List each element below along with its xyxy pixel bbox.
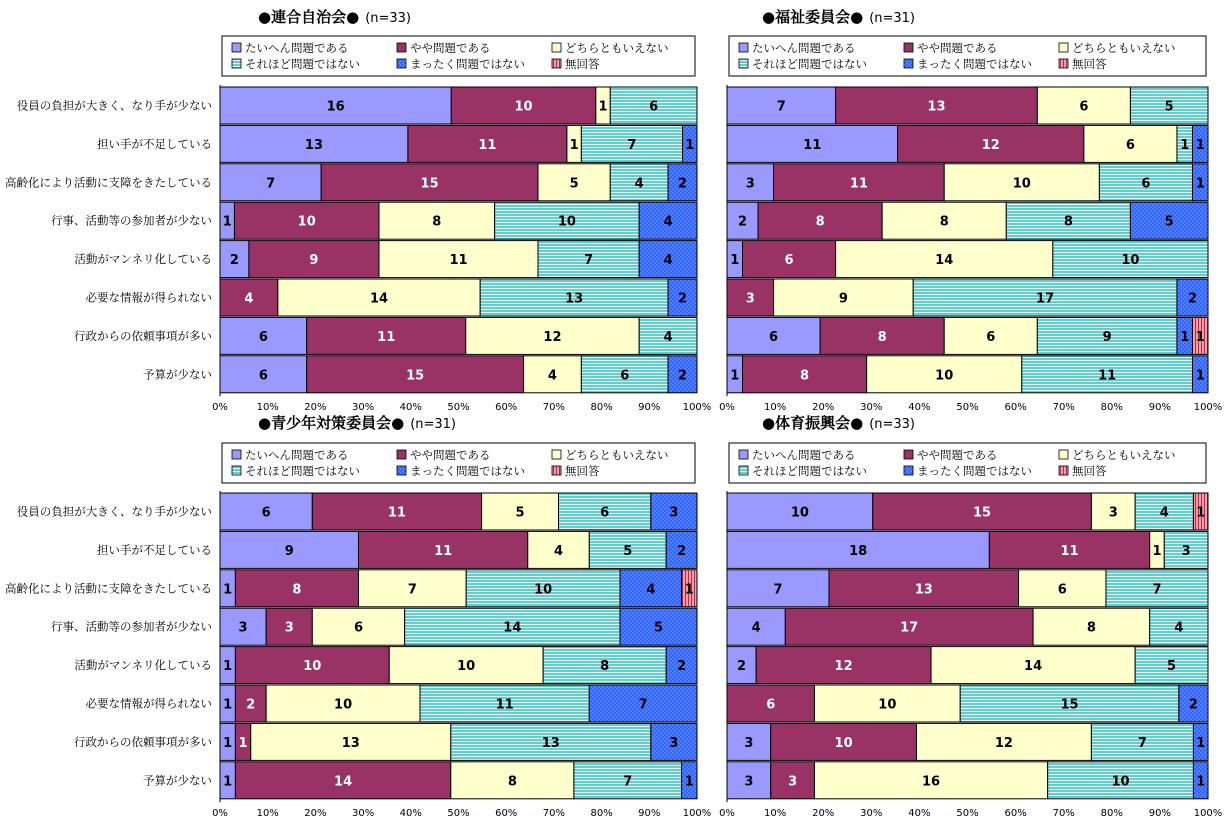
bar-value-label: 1 xyxy=(569,137,579,153)
bar-value-label: 10 xyxy=(790,505,809,521)
bar-value-label: 12 xyxy=(994,735,1013,751)
legend-label: 無回答 xyxy=(1072,464,1107,478)
legend-swatch xyxy=(397,43,406,52)
legend-label: どちらともいえない xyxy=(565,448,669,462)
x-tick-label: 30% xyxy=(860,402,883,414)
legend-swatch xyxy=(1059,43,1068,52)
bar-value-label: 9 xyxy=(309,253,319,269)
bar-value-label: 8 xyxy=(1086,620,1096,636)
legend-swatch xyxy=(739,59,748,68)
bar-value-label: 7 xyxy=(1152,582,1162,598)
bar-value-label: 10 xyxy=(457,659,476,675)
bar-value-label: 10 xyxy=(1111,774,1130,790)
bar-value-label: 3 xyxy=(238,620,248,636)
x-tick-label: 60% xyxy=(1004,808,1027,820)
bar-value-label: 9 xyxy=(284,543,294,559)
bar-value-label: 7 xyxy=(266,176,276,192)
bar-value-label: 7 xyxy=(627,137,637,153)
legend-label: それほど問題ではない xyxy=(245,464,360,478)
bar-value-label: 4 xyxy=(634,176,644,192)
bar-value-label: 14 xyxy=(935,253,954,269)
bar-value-label: 4 xyxy=(1159,505,1169,521)
chart-title: ●青少年対策委員会● xyxy=(258,414,405,432)
x-tick-label: 0% xyxy=(212,808,228,820)
x-tick-label: 50% xyxy=(956,402,979,414)
bar-value-label: 9 xyxy=(1102,329,1112,345)
bar-value-label: 8 xyxy=(600,659,610,675)
bar-value-label: 11 xyxy=(849,176,868,192)
bar-value-label: 4 xyxy=(663,253,673,269)
bar-value-label: 1 xyxy=(1152,543,1162,559)
legend-swatch xyxy=(552,59,561,68)
x-tick-label: 40% xyxy=(908,808,931,820)
x-tick-label: 100% xyxy=(682,402,712,414)
bar-value-label: 1 xyxy=(223,582,233,598)
x-tick-label: 10% xyxy=(763,402,787,414)
bar-value-label: 13 xyxy=(914,582,933,598)
x-tick-label: 50% xyxy=(956,808,979,820)
x-tick-label: 90% xyxy=(1148,808,1172,820)
bar-value-label: 10 xyxy=(1012,176,1031,192)
bar-value-label: 8 xyxy=(939,214,949,230)
x-tick-label: 40% xyxy=(908,402,931,414)
bar-value-label: 6 xyxy=(600,505,610,521)
x-tick-label: 100% xyxy=(1193,808,1223,820)
x-tick-label: 80% xyxy=(1100,402,1123,414)
legend-swatch xyxy=(397,466,406,475)
legend-label: たいへん問題である xyxy=(752,41,856,55)
bar-value-label: 15 xyxy=(406,368,425,384)
x-tick-label: 40% xyxy=(399,808,422,820)
category-label: 活動がマンネリ化している xyxy=(74,252,212,267)
bar-value-label: 13 xyxy=(304,137,324,153)
bar-value-label: 4 xyxy=(751,620,761,636)
bar-value-label: 2 xyxy=(677,659,687,675)
legend-swatch xyxy=(904,450,913,459)
legend-label: たいへん問題である xyxy=(752,448,856,462)
bar-value-label: 11 xyxy=(478,137,497,153)
chart-n-label: (n=33) xyxy=(869,417,916,432)
bar-value-label: 1 xyxy=(730,368,740,384)
bar-value-label: 7 xyxy=(623,774,633,790)
x-tick-label: 100% xyxy=(682,808,712,820)
bar-value-label: 17 xyxy=(900,620,919,636)
x-tick-label: 70% xyxy=(542,402,566,414)
category-label: 予算が少ない xyxy=(143,367,212,382)
bar-value-label: 10 xyxy=(514,99,533,115)
bar-value-label: 11 xyxy=(387,505,406,521)
bar-value-label: 7 xyxy=(773,582,783,598)
bar-value-label: 3 xyxy=(669,735,679,751)
legend-label: 無回答 xyxy=(565,57,600,71)
bar-value-label: 2 xyxy=(1188,697,1198,713)
legend-label: 無回答 xyxy=(1072,57,1107,71)
legend-swatch xyxy=(397,450,406,459)
x-tick-label: 30% xyxy=(351,402,375,414)
bar-value-label: 2 xyxy=(678,368,688,384)
legend-swatch xyxy=(232,59,241,68)
bar-value-label: 5 xyxy=(1164,99,1174,115)
bar-value-label: 2 xyxy=(1187,291,1198,307)
x-tick-label: 80% xyxy=(590,808,613,820)
x-tick-label: 90% xyxy=(638,402,661,414)
legend-label: どちらともいえない xyxy=(565,41,669,55)
chart-panel-2 xyxy=(719,8,1222,413)
bar-value-label: 16 xyxy=(922,774,941,790)
legend-swatch xyxy=(397,59,406,68)
bar-value-label: 3 xyxy=(745,291,755,307)
x-tick-label: 50% xyxy=(447,808,470,820)
bar-value-label: 3 xyxy=(1181,543,1191,559)
chart-panel-4 xyxy=(719,414,1222,819)
bar-value-label: 1 xyxy=(222,214,232,230)
legend-swatch xyxy=(739,450,748,459)
bar-value-label: 6 xyxy=(620,368,630,384)
x-tick-label: 80% xyxy=(1100,808,1123,820)
bar-value-label: 10 xyxy=(935,368,954,384)
category-label: 必要な情報が得られない xyxy=(85,696,212,711)
legend-label: やや問題である xyxy=(410,41,491,55)
chart-n-label: (n=33) xyxy=(365,11,412,26)
bar-value-label: 5 xyxy=(569,176,579,192)
bar-value-label: 1 xyxy=(1195,176,1205,192)
legend-swatch xyxy=(739,43,748,52)
bar-value-label: 10 xyxy=(534,582,553,598)
category-label: 役員の負担が大きく、なり手が少ない xyxy=(16,98,212,113)
bar-value-label: 8 xyxy=(432,214,442,230)
bar-value-label: 4 xyxy=(547,368,557,384)
bar-value-label: 7 xyxy=(584,253,594,269)
bar-value-label: 8 xyxy=(1063,214,1073,230)
bar-value-label: 10 xyxy=(878,697,897,713)
chart-title: ●連合自治会● xyxy=(258,8,360,26)
legend-label: やや問題である xyxy=(917,41,998,55)
legend-label: やや問題である xyxy=(917,448,998,462)
x-tick-label: 30% xyxy=(860,808,883,820)
bar-value-label: 3 xyxy=(745,176,755,192)
bar-value-label: 6 xyxy=(769,329,779,345)
bar-value-label: 11 xyxy=(449,253,468,269)
bar-value-label: 6 xyxy=(1079,99,1089,115)
bar-value-label: 18 xyxy=(849,543,868,559)
bar-value-label: 3 xyxy=(669,505,679,521)
bar-value-label: 12 xyxy=(543,329,562,345)
legend-swatch xyxy=(552,450,561,459)
bar-value-label: 10 xyxy=(557,214,576,230)
bar-value-label: 1 xyxy=(223,697,233,713)
bar-value-label: 1 xyxy=(1180,329,1190,345)
bar-value-label: 11 xyxy=(1098,368,1117,384)
bar-value-label: 1 xyxy=(1196,774,1206,790)
legend-label: まったく問題ではない xyxy=(917,57,1032,71)
bar-value-label: 6 xyxy=(261,505,271,521)
category-label: 担い手が不足している xyxy=(97,542,212,557)
bar-value-label: 5 xyxy=(1164,214,1174,230)
x-tick-label: 20% xyxy=(812,808,835,820)
category-label: 行事、活動等の参加者が少ない xyxy=(51,213,212,228)
category-label: 必要な情報が得られない xyxy=(85,290,212,305)
bar-value-label: 8 xyxy=(800,368,810,384)
bar-value-label: 11 xyxy=(495,697,514,713)
category-label: 高齢化により活動に支障をきたしている xyxy=(5,175,212,190)
bar-value-label: 1 xyxy=(223,659,233,675)
category-label: 予算が少ない xyxy=(143,773,212,788)
bar-value-label: 5 xyxy=(515,505,525,521)
bar-value-label: 13 xyxy=(927,99,946,115)
bar-value-label: 10 xyxy=(297,214,316,230)
bar-value-label: 15 xyxy=(1060,697,1079,713)
bar-value-label: 7 xyxy=(407,582,417,598)
bar-value-label: 15 xyxy=(973,505,992,521)
legend-label: まったく問題ではない xyxy=(410,57,525,71)
legend-label: たいへん問題である xyxy=(245,448,349,462)
legend-label: それほど問題ではない xyxy=(752,57,867,71)
bar-value-label: 1 xyxy=(598,99,608,115)
bar-value-label: 1 xyxy=(1195,368,1205,384)
bar-value-label: 2 xyxy=(678,291,688,307)
legend-label: どちらともいえない xyxy=(1072,448,1176,462)
x-tick-label: 60% xyxy=(1004,402,1027,414)
x-tick-label: 10% xyxy=(256,808,279,820)
bar-value-label: 6 xyxy=(986,329,996,345)
legend-swatch xyxy=(904,59,913,68)
legend-label: どちらともいえない xyxy=(1072,41,1176,55)
bar-value-label: 1 xyxy=(684,774,694,790)
bar-value-label: 1 xyxy=(223,735,233,751)
bar-value-label: 11 xyxy=(434,543,453,559)
bar-value-label: 3 xyxy=(788,774,798,790)
x-tick-label: 70% xyxy=(1052,808,1075,820)
bar-value-label: 1 xyxy=(223,774,233,790)
bar-value-label: 1 xyxy=(685,137,695,153)
bar-value-label: 6 xyxy=(353,620,364,636)
legend-swatch xyxy=(232,450,241,459)
bar-value-label: 7 xyxy=(776,99,786,115)
legend-swatch xyxy=(1059,466,1068,475)
bar-value-label: 2 xyxy=(677,543,687,559)
legend-swatch xyxy=(1059,450,1068,459)
bar-value-label: 1 xyxy=(1196,735,1206,751)
bar-value-label: 1 xyxy=(1196,505,1206,521)
bar-value-label: 6 xyxy=(1141,176,1151,192)
legend-swatch xyxy=(552,466,561,475)
bar-value-label: 11 xyxy=(1060,543,1079,559)
bar-value-label: 4 xyxy=(663,329,673,345)
category-label: 行政からの依頼事項が多い xyxy=(74,734,212,749)
category-label: 高齢化により活動に支障をきたしている xyxy=(5,581,212,596)
bar-value-label: 11 xyxy=(803,137,822,153)
bar-value-label: 4 xyxy=(1174,620,1184,636)
bar-value-label: 8 xyxy=(815,214,825,230)
x-tick-label: 90% xyxy=(638,808,661,820)
bar-value-label: 3 xyxy=(284,620,294,636)
bar-value-label: 10 xyxy=(1121,253,1140,269)
bar-value-label: 5 xyxy=(1167,659,1177,675)
bar-value-label: 3 xyxy=(744,735,754,751)
bar-value-label: 6 xyxy=(649,99,659,115)
legend-swatch xyxy=(232,43,241,52)
x-tick-label: 70% xyxy=(1052,402,1075,414)
legend-swatch xyxy=(1059,59,1068,68)
bar-value-label: 2 xyxy=(678,176,688,192)
bar-value-label: 2 xyxy=(737,659,747,675)
bar-value-label: 6 xyxy=(784,253,794,269)
x-tick-label: 0% xyxy=(719,808,735,820)
bar-value-label: 1 xyxy=(1180,137,1190,153)
bar-value-label: 7 xyxy=(638,697,648,713)
bar-value-label: 9 xyxy=(838,291,848,307)
x-tick-label: 70% xyxy=(542,808,566,820)
x-tick-label: 60% xyxy=(495,402,518,414)
category-label: 活動がマンネリ化している xyxy=(74,658,212,673)
bar-value-label: 4 xyxy=(663,214,673,230)
legend-label: やや問題である xyxy=(410,448,491,462)
bar-value-label: 1 xyxy=(684,582,694,598)
bar-value-label: 4 xyxy=(646,582,656,598)
bar-value-label: 10 xyxy=(334,697,353,713)
bar-value-label: 1 xyxy=(730,253,740,269)
bar-value-label: 3 xyxy=(1108,505,1118,521)
bar-value-label: 7 xyxy=(1137,735,1147,751)
x-tick-label: 90% xyxy=(1148,402,1172,414)
bar-value-label: 17 xyxy=(1036,291,1055,307)
chart-panel-1 xyxy=(5,8,711,413)
x-tick-label: 50% xyxy=(447,402,470,414)
x-tick-label: 60% xyxy=(495,808,518,820)
bar-value-label: 13 xyxy=(565,291,584,307)
x-tick-label: 40% xyxy=(399,402,422,414)
x-tick-label: 80% xyxy=(590,402,613,414)
bar-value-label: 13 xyxy=(541,735,560,751)
x-tick-label: 100% xyxy=(1193,402,1223,414)
bar-value-label: 5 xyxy=(654,620,664,636)
x-tick-label: 0% xyxy=(212,402,228,414)
x-tick-label: 10% xyxy=(256,402,279,414)
bar-value-label: 13 xyxy=(341,735,360,751)
bar-value-label: 2 xyxy=(246,697,256,713)
bar-value-label: 1 xyxy=(1195,137,1205,153)
chart-title: ●福祉委員会● xyxy=(762,8,864,26)
bar-value-label: 14 xyxy=(1024,659,1043,675)
legend-label: 無回答 xyxy=(565,464,600,478)
legend-label: それほど問題ではない xyxy=(752,464,867,478)
bar-value-label: 10 xyxy=(303,659,322,675)
x-tick-label: 30% xyxy=(351,808,375,820)
chart-title: ●体育振興会● xyxy=(762,414,864,432)
bar-value-label: 10 xyxy=(834,735,853,751)
chart-n-label: (n=31) xyxy=(410,417,457,432)
category-label: 担い手が不足している xyxy=(97,136,212,151)
bar-value-label: 6 xyxy=(1125,137,1135,153)
bar-value-label: 15 xyxy=(420,176,439,192)
bar-value-label: 8 xyxy=(877,329,887,345)
category-label: 行政からの依頼事項が多い xyxy=(74,328,212,343)
x-tick-label: 20% xyxy=(304,808,327,820)
legend-swatch xyxy=(904,466,913,475)
bar-value-label: 4 xyxy=(553,543,564,559)
legend-label: それほど問題ではない xyxy=(245,57,360,71)
category-label: 行事、活動等の参加者が少ない xyxy=(51,619,212,634)
chart-panel-3 xyxy=(5,414,711,819)
bar-value-label: 12 xyxy=(834,659,853,675)
x-tick-label: 20% xyxy=(812,402,835,414)
x-tick-label: 20% xyxy=(304,402,327,414)
bar-value-label: 6 xyxy=(258,368,268,384)
bar-value-label: 3 xyxy=(744,774,754,790)
bar-value-label: 14 xyxy=(369,291,389,307)
bar-value-label: 1 xyxy=(1195,329,1205,345)
bar-value-label: 4 xyxy=(244,291,254,307)
bar-value-label: 5 xyxy=(623,543,633,559)
bar-value-label: 2 xyxy=(229,253,239,269)
legend-label: たいへん問題である xyxy=(245,41,349,55)
bar-value-label: 12 xyxy=(981,137,1000,153)
legend-label: まったく問題ではない xyxy=(917,464,1032,478)
bar-value-label: 1 xyxy=(238,735,248,751)
legend-swatch xyxy=(232,466,241,475)
category-label: 役員の負担が大きく、なり手が少ない xyxy=(16,504,212,519)
legend-swatch xyxy=(739,466,748,475)
bar-value-label: 6 xyxy=(766,697,776,713)
legend-label: まったく問題ではない xyxy=(410,464,525,478)
bar-value-label: 6 xyxy=(1057,582,1067,598)
bar-value-label: 8 xyxy=(507,774,517,790)
legend-swatch xyxy=(552,43,561,52)
bar-value-label: 8 xyxy=(292,582,302,598)
bar-value-label: 14 xyxy=(334,774,353,790)
x-tick-label: 10% xyxy=(763,808,787,820)
bar-value-label: 11 xyxy=(377,329,396,345)
x-tick-label: 0% xyxy=(719,402,735,414)
bar-value-label: 2 xyxy=(737,214,748,230)
bar-value-label: 16 xyxy=(326,99,345,115)
bar-value-label: 14 xyxy=(503,620,522,636)
legend-swatch xyxy=(904,43,913,52)
chart-n-label: (n=31) xyxy=(869,11,916,26)
bar-value-label: 6 xyxy=(258,329,268,345)
